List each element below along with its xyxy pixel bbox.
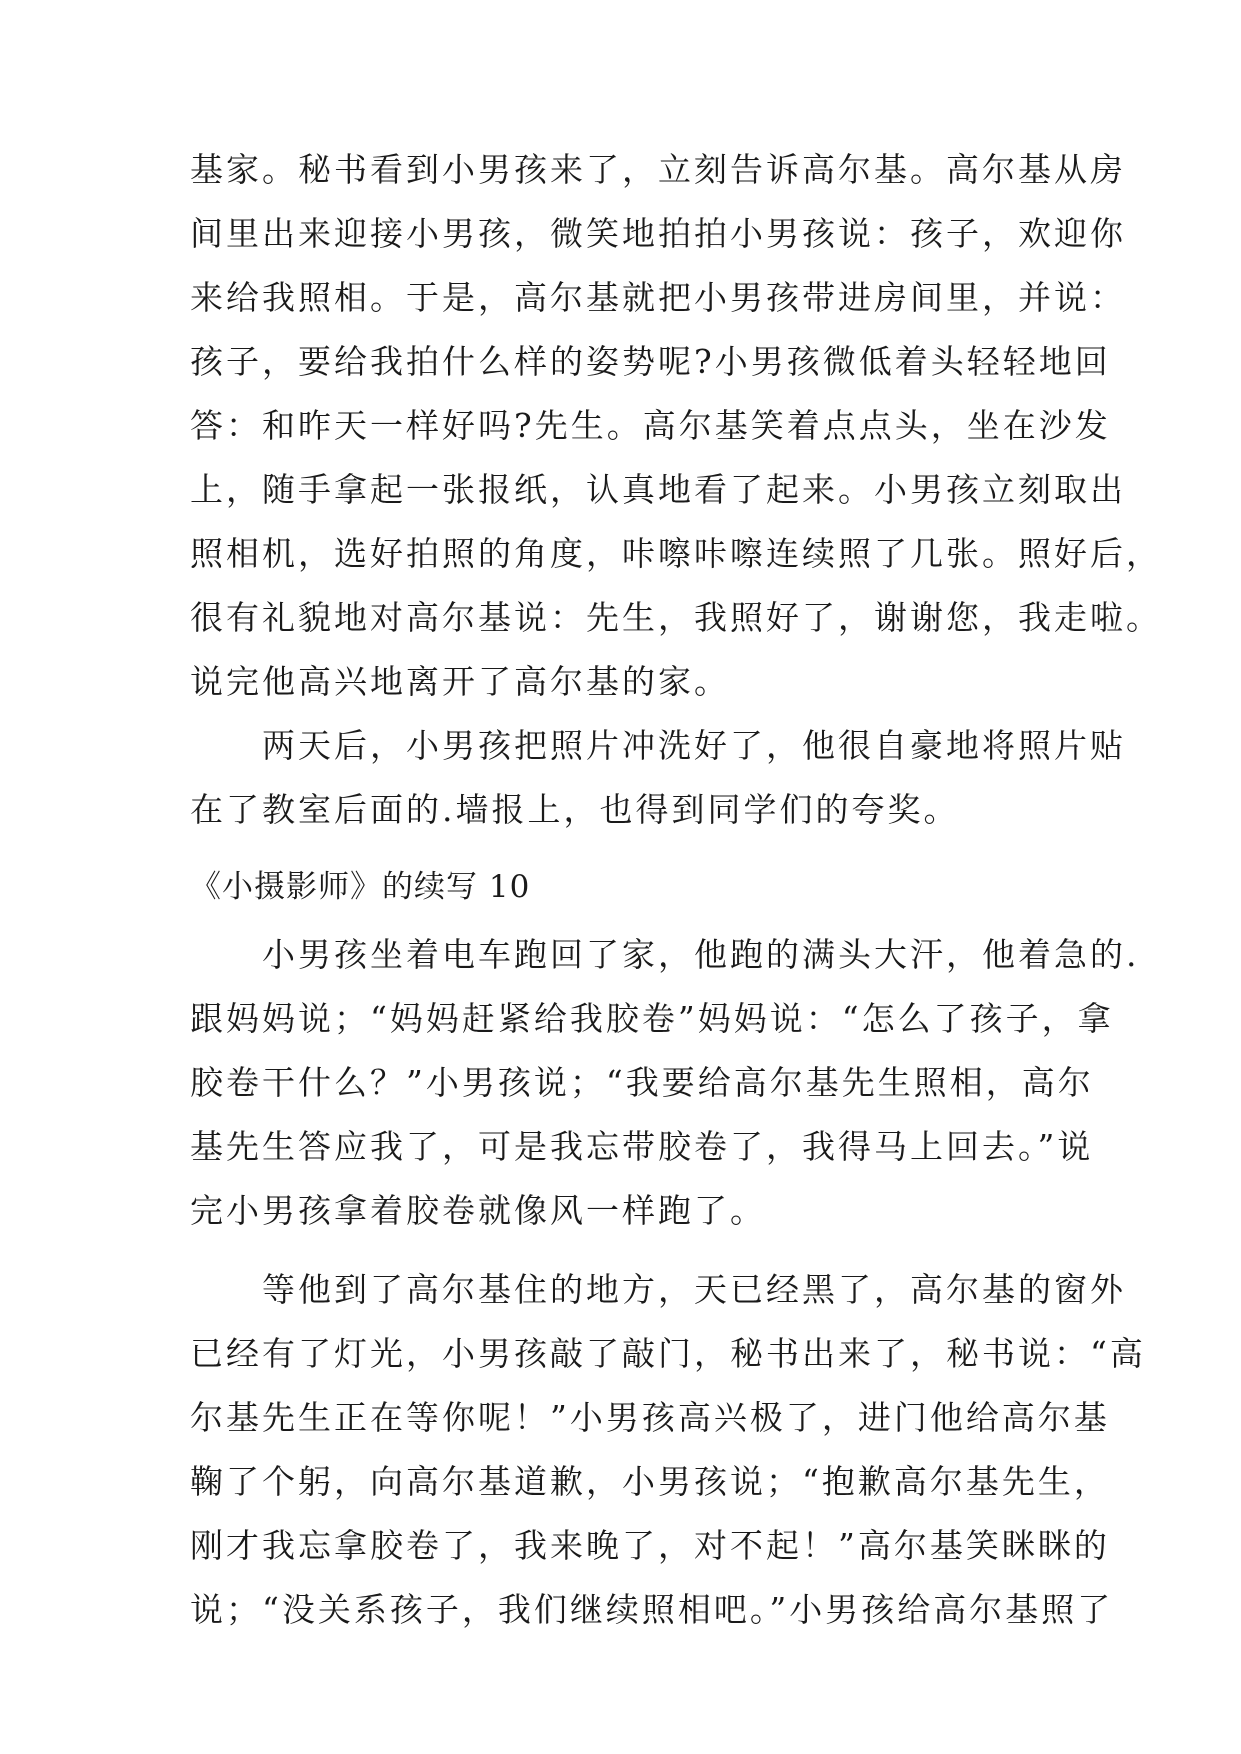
paragraph-3 [190, 923, 1140, 1243]
text-line: 孩子，要给我拍什么样的姿势呢?小男孩微低着头轻轻地回 [190, 342, 1111, 381]
text-line: 答：和昨天一样好吗?先生。高尔基笑着点点头，坐在沙发 [190, 406, 1111, 445]
text-line: 已经有了灯光，小男孩敲了敲门，秘书出来了，秘书说：“高 [190, 1334, 1146, 1373]
text-line: 等他到了高尔基住的地方，天已经黑了，高尔基的窗外 [262, 1270, 1126, 1309]
text-line: 鞠了个躬，向高尔基道歉，小男孩说；“抱歉高尔基先生， [190, 1462, 1110, 1501]
text-line: 在了教室后面的.墙报上，也得到同学们的夸奖。 [190, 790, 960, 829]
text-line: 小男孩坐着电车跑回了家，他跑的满头大汗，他着急的. [262, 935, 1140, 974]
text-line: 间里出来迎接小男孩，微笑地拍拍小男孩说：孩子，欢迎你 [190, 214, 1126, 253]
text-line: 很有礼貌地对高尔基说：先生，我照好了，谢谢您，我走啦。 [190, 598, 1162, 637]
text-line: 上，随手拿起一张报纸，认真地看了起来。小男孩立刻取出 [190, 470, 1126, 509]
text-line: 两天后，小男孩把照片冲洗好了，他很自豪地将照片贴 [262, 726, 1126, 765]
text-line: 尔基先生正在等你呢！”小男孩高兴极了，进门他给高尔基 [190, 1398, 1110, 1437]
section-heading: 《小摄影师》的续写 10 [190, 869, 531, 905]
text-line: 刚才我忘拿胶卷了，我来晚了，对不起！”高尔基笑眯眯的 [190, 1526, 1110, 1565]
text-line: 来给我照相。于是，高尔基就把小男孩带进房间里，并说： [190, 278, 1126, 317]
text-line: 基先生答应我了，可是我忘带胶卷了，我得马上回去。”说 [190, 1127, 1094, 1166]
paragraph-1 [190, 138, 1162, 714]
text-line: 完小男孩拿着胶卷就像风一样跑了。 [190, 1191, 766, 1230]
text-line: 说完他高兴地离开了高尔基的家。 [190, 662, 730, 701]
paragraph-4 [190, 1258, 1146, 1642]
text-line: 基家。秘书看到小男孩来了，立刻告诉高尔基。高尔基从房 [190, 150, 1126, 189]
paragraph-2 [190, 714, 1126, 842]
text-line: 跟妈妈说；“妈妈赶紧给我胶卷”妈妈说：“怎么了孩子，拿 [190, 999, 1114, 1038]
text-line: 说；“没关系孩子，我们继续照相吧。”小男孩给高尔基照了 [190, 1590, 1114, 1629]
text-line: 胶卷干什么？”小男孩说；“我要给高尔基先生照相，高尔 [190, 1063, 1094, 1102]
text-line: 照相机，选好拍照的角度，咔嚓咔嚓连续照了几张。照好后， [190, 534, 1162, 573]
